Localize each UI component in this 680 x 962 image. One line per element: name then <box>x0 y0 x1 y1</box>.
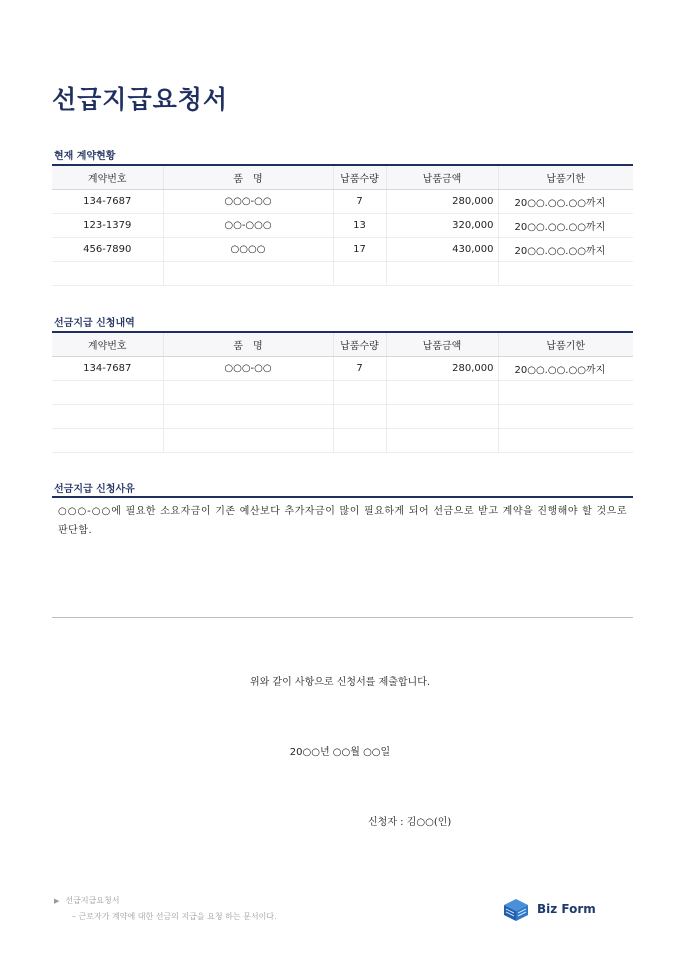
cell-deadline: 20○○.○○.○○까지 <box>498 214 633 238</box>
section-label-requests: 선금지급 신청내역 <box>54 318 135 329</box>
cell-amount: 430,000 <box>386 238 498 262</box>
cell-item-name: ○○○-○○ <box>163 357 333 381</box>
cell-quantity: 7 <box>333 190 386 214</box>
cell-quantity: 7 <box>333 357 386 381</box>
cell-amount: 280,000 <box>386 190 498 214</box>
table-header-row <box>52 332 633 357</box>
cell-deadline: 20○○.○○.○○까지 <box>498 190 633 214</box>
building-icon <box>501 896 531 922</box>
table-header-row <box>52 165 633 190</box>
footer <box>54 895 277 922</box>
header-contract-no: 계약번호 <box>52 332 163 357</box>
cell-item-name: ○○○-○○ <box>163 190 333 214</box>
cell-item-name: ○○○○ <box>163 238 333 262</box>
table-row-empty <box>52 405 633 429</box>
section-label-contracts: 현재 계약현황 <box>54 151 116 162</box>
page-title: 선급지급요청서 <box>52 85 229 114</box>
header-contract-no: 계약번호 <box>52 165 163 190</box>
footer-title: 선급지급요청서 <box>65 896 120 905</box>
table-row-empty <box>52 429 633 453</box>
cell-contract-no: 456-7890 <box>52 238 163 262</box>
cell-deadline: 20○○.○○.○○까지 <box>498 238 633 262</box>
cell-contract-no: 134-7687 <box>52 357 163 381</box>
cell-quantity: 17 <box>333 238 386 262</box>
table-row <box>52 357 633 381</box>
header-deadline: 납품기한 <box>498 332 633 357</box>
header-amount: 납품금액 <box>386 165 498 190</box>
header-amount: 납품금액 <box>386 332 498 357</box>
closing-date: 20○○년 ○○월 ○○일 <box>289 747 391 758</box>
cell-amount: 320,000 <box>386 214 498 238</box>
cell-deadline: 20○○.○○.○○까지 <box>498 357 633 381</box>
header-deadline: 납품기한 <box>498 165 633 190</box>
header-item-name: 품 명 <box>163 332 333 357</box>
header-item-name: 품 명 <box>163 165 333 190</box>
footer-description: – 근로자가 계약에 대한 선금의 지급을 요청 하는 문서이다. <box>72 912 277 921</box>
applicant-signature: 신청자 : 김○○(인) <box>368 817 452 828</box>
cell-item-name: ○○-○○○ <box>163 214 333 238</box>
table-row-empty <box>52 381 633 405</box>
reason-box <box>52 496 633 618</box>
section-label-reason: 선금지급 신청사유 <box>54 484 135 495</box>
cell-quantity: 13 <box>333 214 386 238</box>
brand-logo <box>501 896 596 922</box>
table-row-empty <box>52 262 633 286</box>
brand-name: Biz Form <box>537 902 596 916</box>
triangle-bullet-icon: ▶ <box>54 896 60 905</box>
table-row <box>52 238 633 262</box>
contracts-table <box>52 164 633 286</box>
closing-statement: 위와 같이 사항으로 신청서를 제출합니다. <box>249 677 431 688</box>
reason-text: ○○○-○○에 필요한 소요자금이 기존 예산보다 추가자금이 많이 필요하게 되어 선금으로 받고 계약을 진행해야 할 것으로 판단함. <box>58 506 627 536</box>
cell-amount: 280,000 <box>386 357 498 381</box>
requests-table <box>52 331 633 453</box>
header-quantity: 납품수량 <box>333 165 386 190</box>
cell-contract-no: 134-7687 <box>52 190 163 214</box>
header-quantity: 납품수량 <box>333 332 386 357</box>
table-row <box>52 214 633 238</box>
table-row <box>52 190 633 214</box>
cell-contract-no: 123-1379 <box>52 214 163 238</box>
